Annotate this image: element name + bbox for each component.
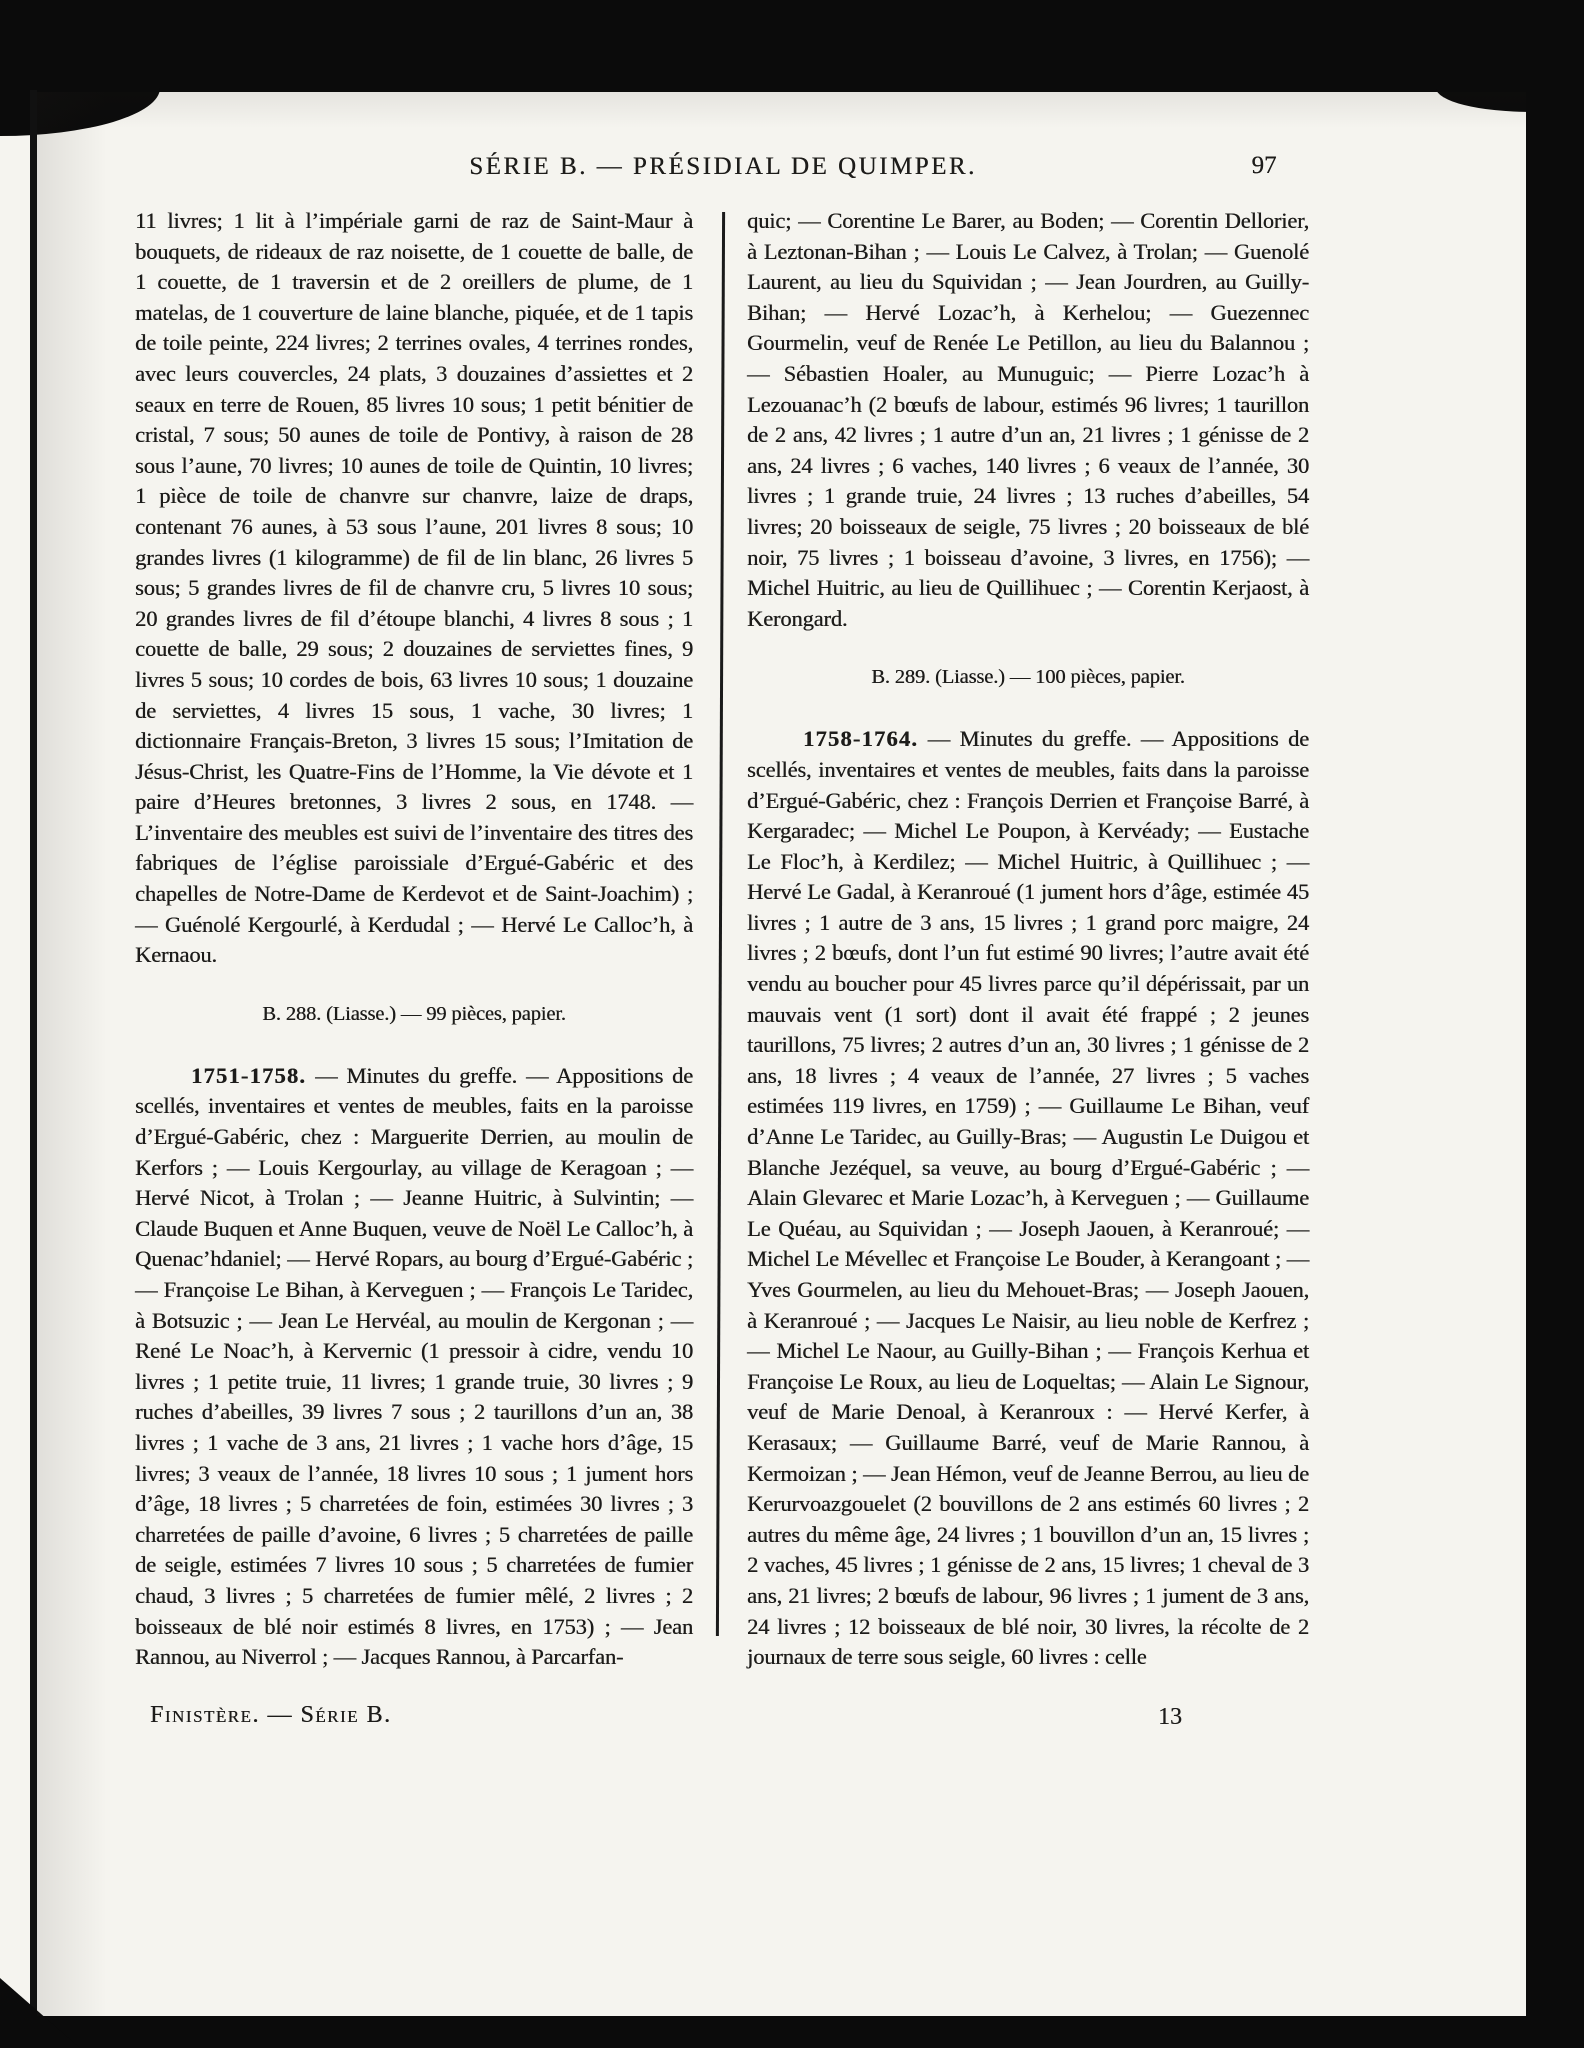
right-column <box>747 206 1309 1673</box>
entry-1751-1758-text: — Minutes du greffe. — Appositions de scellés, inventaires et ventes de meubles, faits en la paroisse d’Ergué-Gabéric, chez : Marguerite Derrien, au moulin de Kerfors ; — Louis Kergourlay, au village de Keragoan ; — Hervé Nicot, à Trolan ; — Jeanne Huitric, à Sulvintin; — Claude Buquen et Anne Buquen, veuve de Noël Le Calloc’h, à Quenac’hdaniel; — Hervé Ropars, au bourg d’Ergué-Gabéric ; — Françoise Le Bihan, à Kerveguen ; — François Le Taridec, à Botsuzic ; — Jean Le Hervéal, au moulin de Kergonan ; — René Le Noac’h, à Kervernic (1 pressoir à cidre, vendu 10 livres ; 1 petite truie, 11 livres; 1 grande truie, 30 livres ; 9 ruches d’abeilles, 39 livres 7 sous ; 2 taurillons d’un an, 38 livres ; 1 vache de 3 ans, 21 livres ; 1 vache hors d’âge, 15 livres; 3 veaux de l’année, 18 livres 10 sous ; 1 jument hors d’âge, 18 livres ; 5 charretées de foin, estimées 30 livres ; 3 charretées de paille d’avoine, 6 livres ; 5 charretées de paille de seigle, estimées 7 livres 10 sous ; 5 charretées de fumier chaud, 3 livres ; 5 charretées de fumier mêlé, 2 livres ; 2 boisseaux de blé noir estimés 8 livres, en 1753) ; — Jean Rannou, au Niverrol ; — Jacques Rannou, à Parcarfan- <box>135 1062 693 1670</box>
running-header-title: SÉRIE B. — PRÉSIDIAL DE QUIMPER. <box>469 153 977 180</box>
liasse-heading-b289: B. 289. (Liasse.) — 100 pièces, papier. <box>871 666 1185 689</box>
left-continuation-paragraph: 11 livres; 1 lit à l’impériale garni de raz de Saint-Maur à bouquets, de rideaux de raz noisette, de 1 couette de balle, de 1 couette, de 1 traversin et de 2 oreillers de plume, de 1 matelas, de 1 couverture de laine blanche, piquée, et de 1 tapis de toile peinte, 224 livres; 2 terrines ovales, 4 terrines rondes, avec leurs couvercles, 24 plats, 3 douzaines d’assiettes et 2 seaux en terre de Rouen, 85 livres 10 sous; 1 petit bénitier de cristal, 7 sous; 50 aunes de toile de Pontivy, à raison de 28 sous l’aune, 70 livres; 10 aunes de toile de Quintin, 10 livres; 1 pièce de toile de chanvre sur chanvre, laize de draps, contenant 76 aunes, à 53 sous l’aune, 201 livres 8 sous; 10 grandes livres (1 kilogramme) de fil de lin blanc, 26 livres 5 sous; 5 grandes livres de fil de chanvre cru, 5 livres 10 sous; 20 grandes livres de fil d’étoupe blanchi, 4 livres 8 sous ; 1 couette de balle, 29 sous; 2 douzaines de serviettes fines, 9 livres 5 sous; 10 cordes de bois, 63 livres 10 sous; 1 douzaine de serviettes, 4 livres 15 sous, 1 vache, 30 livres; 1 dictionnaire Français-Breton, 3 livres 15 sous; l’Imitation de Jésus-Christ, les Quatre-Fins de l’Homme, la Vie dévote et 1 paire d’Heures bretonnes, 3 livres 2 sous, en 1748. — L’inventaire des meubles est suivi de l’inventaire des titres des fabriques de l’église paroissiale d’Ergué-Gabéric et des chapelles de Notre-Dame de Kerdevot et de Saint-Joachim) ; — Guénolé Kergourlé, à Kerdudal ; — Hervé Le Calloc’h, à Kernaou. <box>135 208 693 968</box>
liasse-heading-b288: B. 288. (Liasse.) — 99 pièces, papier. <box>262 1002 566 1025</box>
page-number: 97 <box>1251 152 1277 179</box>
right-continuation-paragraph: quic; — Corentine Le Barer, au Boden; — Corentin Dellorier, à Leztonan-Bihan ; — Louis Le Calvez, à Trolan; — Guenolé Laurent, au lieu du Squividan ; — Jean Jourdren, au Guilly-Bihan; — Hervé Lozac’h, à Kerhelou; — Guezennec Gourmelin, veuf de Renée Le Petillon, au lieu du Balannou ; — Sébastien Hoaler, au Munuguic; — Pierre Lozac’h à Lezouanac’h (2 bœufs de labour, estimés 96 livres; 1 taurillon de 2 ans, 42 livres ; 1 autre d’un an, 21 livres ; 1 génisse de 2 ans, 24 livres ; 6 vaches, 140 livres ; 6 veaux de l’année, 30 livres ; 1 grande truie, 24 livres ; 13 ruches d’abeilles, 54 livres; 20 boisseaux de seigle, 75 livres ; 20 boisseaux de blé noir, 75 livres ; 1 boisseau d’avoine, 3 livres, en 1756); — Michel Huitric, au lieu de Quillihuec ; — Corentin Kerjaost, à Kerongard. <box>747 208 1309 631</box>
footer-sheet-number: 13 <box>1158 1704 1182 1730</box>
column-divider-rule <box>716 212 725 1636</box>
entry-1751-1758-paragraph <box>135 1061 693 1673</box>
left-column <box>135 206 693 1673</box>
entry-1758-1764-paragraph <box>747 724 1309 1672</box>
gutter-shadow <box>37 92 107 2016</box>
scan-edge-bottom <box>0 2016 1584 2048</box>
page-gutter-rule <box>30 90 37 2048</box>
scan-edge-right <box>1526 0 1584 2048</box>
top-edge-shadow <box>37 92 1526 128</box>
entry-1751-1758-years: 1751-1758. <box>191 1062 307 1088</box>
entry-1758-1764-years: 1758-1764. <box>803 726 919 752</box>
entry-1758-1764-text: — Minutes du greffe. — Appositions de scellés, inventaires et ventes de meubles, faits dans la paroisse d’Ergué-Gabéric, chez : François Derrien et Françoise Barré, à Kergaradec; — Michel Le Poupon, à Kervéady; — Eustache Le Floc’h, à Kerdilez; — Michel Huitric, à Quillihuec ; — Hervé Le Gadal, à Keranroué (1 jument hors d’âge, estimée 45 livres ; 1 autre de 3 ans, 15 livres ; 1 grand porc maigre, 24 livres ; 2 bœufs, dont l’un fut estimé 90 livres; l’autre avait été vendu au boucher pour 45 livres parce qu’il dépérissait, par un mauvais vent (1 sort) dont il avait été frappé ; 2 jeunes taurillons, 75 livres; 2 autres d’un an, 30 livres ; 1 génisse de 2 ans, 18 livres ; 4 veaux de l’année, 27 livres ; 5 vaches estimées 119 livres, en 1759) ; — Guillaume Le Bihan, veuf d’Anne Le Taridec, au Guilly-Bras; — Augustin Le Duigou et Blanche Jezéquel, sa veuve, au bourg d’Ergué-Gabéric ; — Alain Glevarec et Marie Lozac’h, à Kerveguen ; — Guillaume Le Quéau, au Squividan ; — Joseph Jaouen, à Keranroué; — Michel Le Mévellec et Françoise Le Bouder, à Kerangoant ; — Yves Gourmelen, au lieu du Mehouet-Bras; — Joseph Jaouen, à Keranroué ; — Jacques Le Naisir, au lieu noble de Kerfrez ; — Michel Le Naour, au Guilly-Bihan ; — François Kerhua et Françoise Le Roux, au lieu de Loqueltas; — Alain Le Signour, veuf de Marie Denoal, à Keranroux : — Hervé Kerfer, à Kerasaux; — Guillaume Barré, veuf de Marie Rannou, à Kermoizan ; — Jean Hémon, veuf de Jeanne Berrou, au lieu de Kerurvoazgouelet (2 bouvillons de 2 ans estimés 60 livres ; 2 autres du même âge, 24 livres ; 1 bouvillon d’un an, 15 livres ; 2 vaches, 45 livres ; 1 génisse de 2 ans, 15 livres; 1 cheval de 3 ans, 21 livres; 2 bœufs de labour, 96 livres ; 1 jument de 3 ans, 24 livres ; 12 boisseaux de blé noir, 30 livres, la récolte de 2 journaux de terre sous seigle, 60 livres : celle <box>747 726 1309 1670</box>
footer-series-signature: Finistère. — Série B. <box>150 1702 392 1728</box>
scan-edge-top <box>0 0 1584 92</box>
